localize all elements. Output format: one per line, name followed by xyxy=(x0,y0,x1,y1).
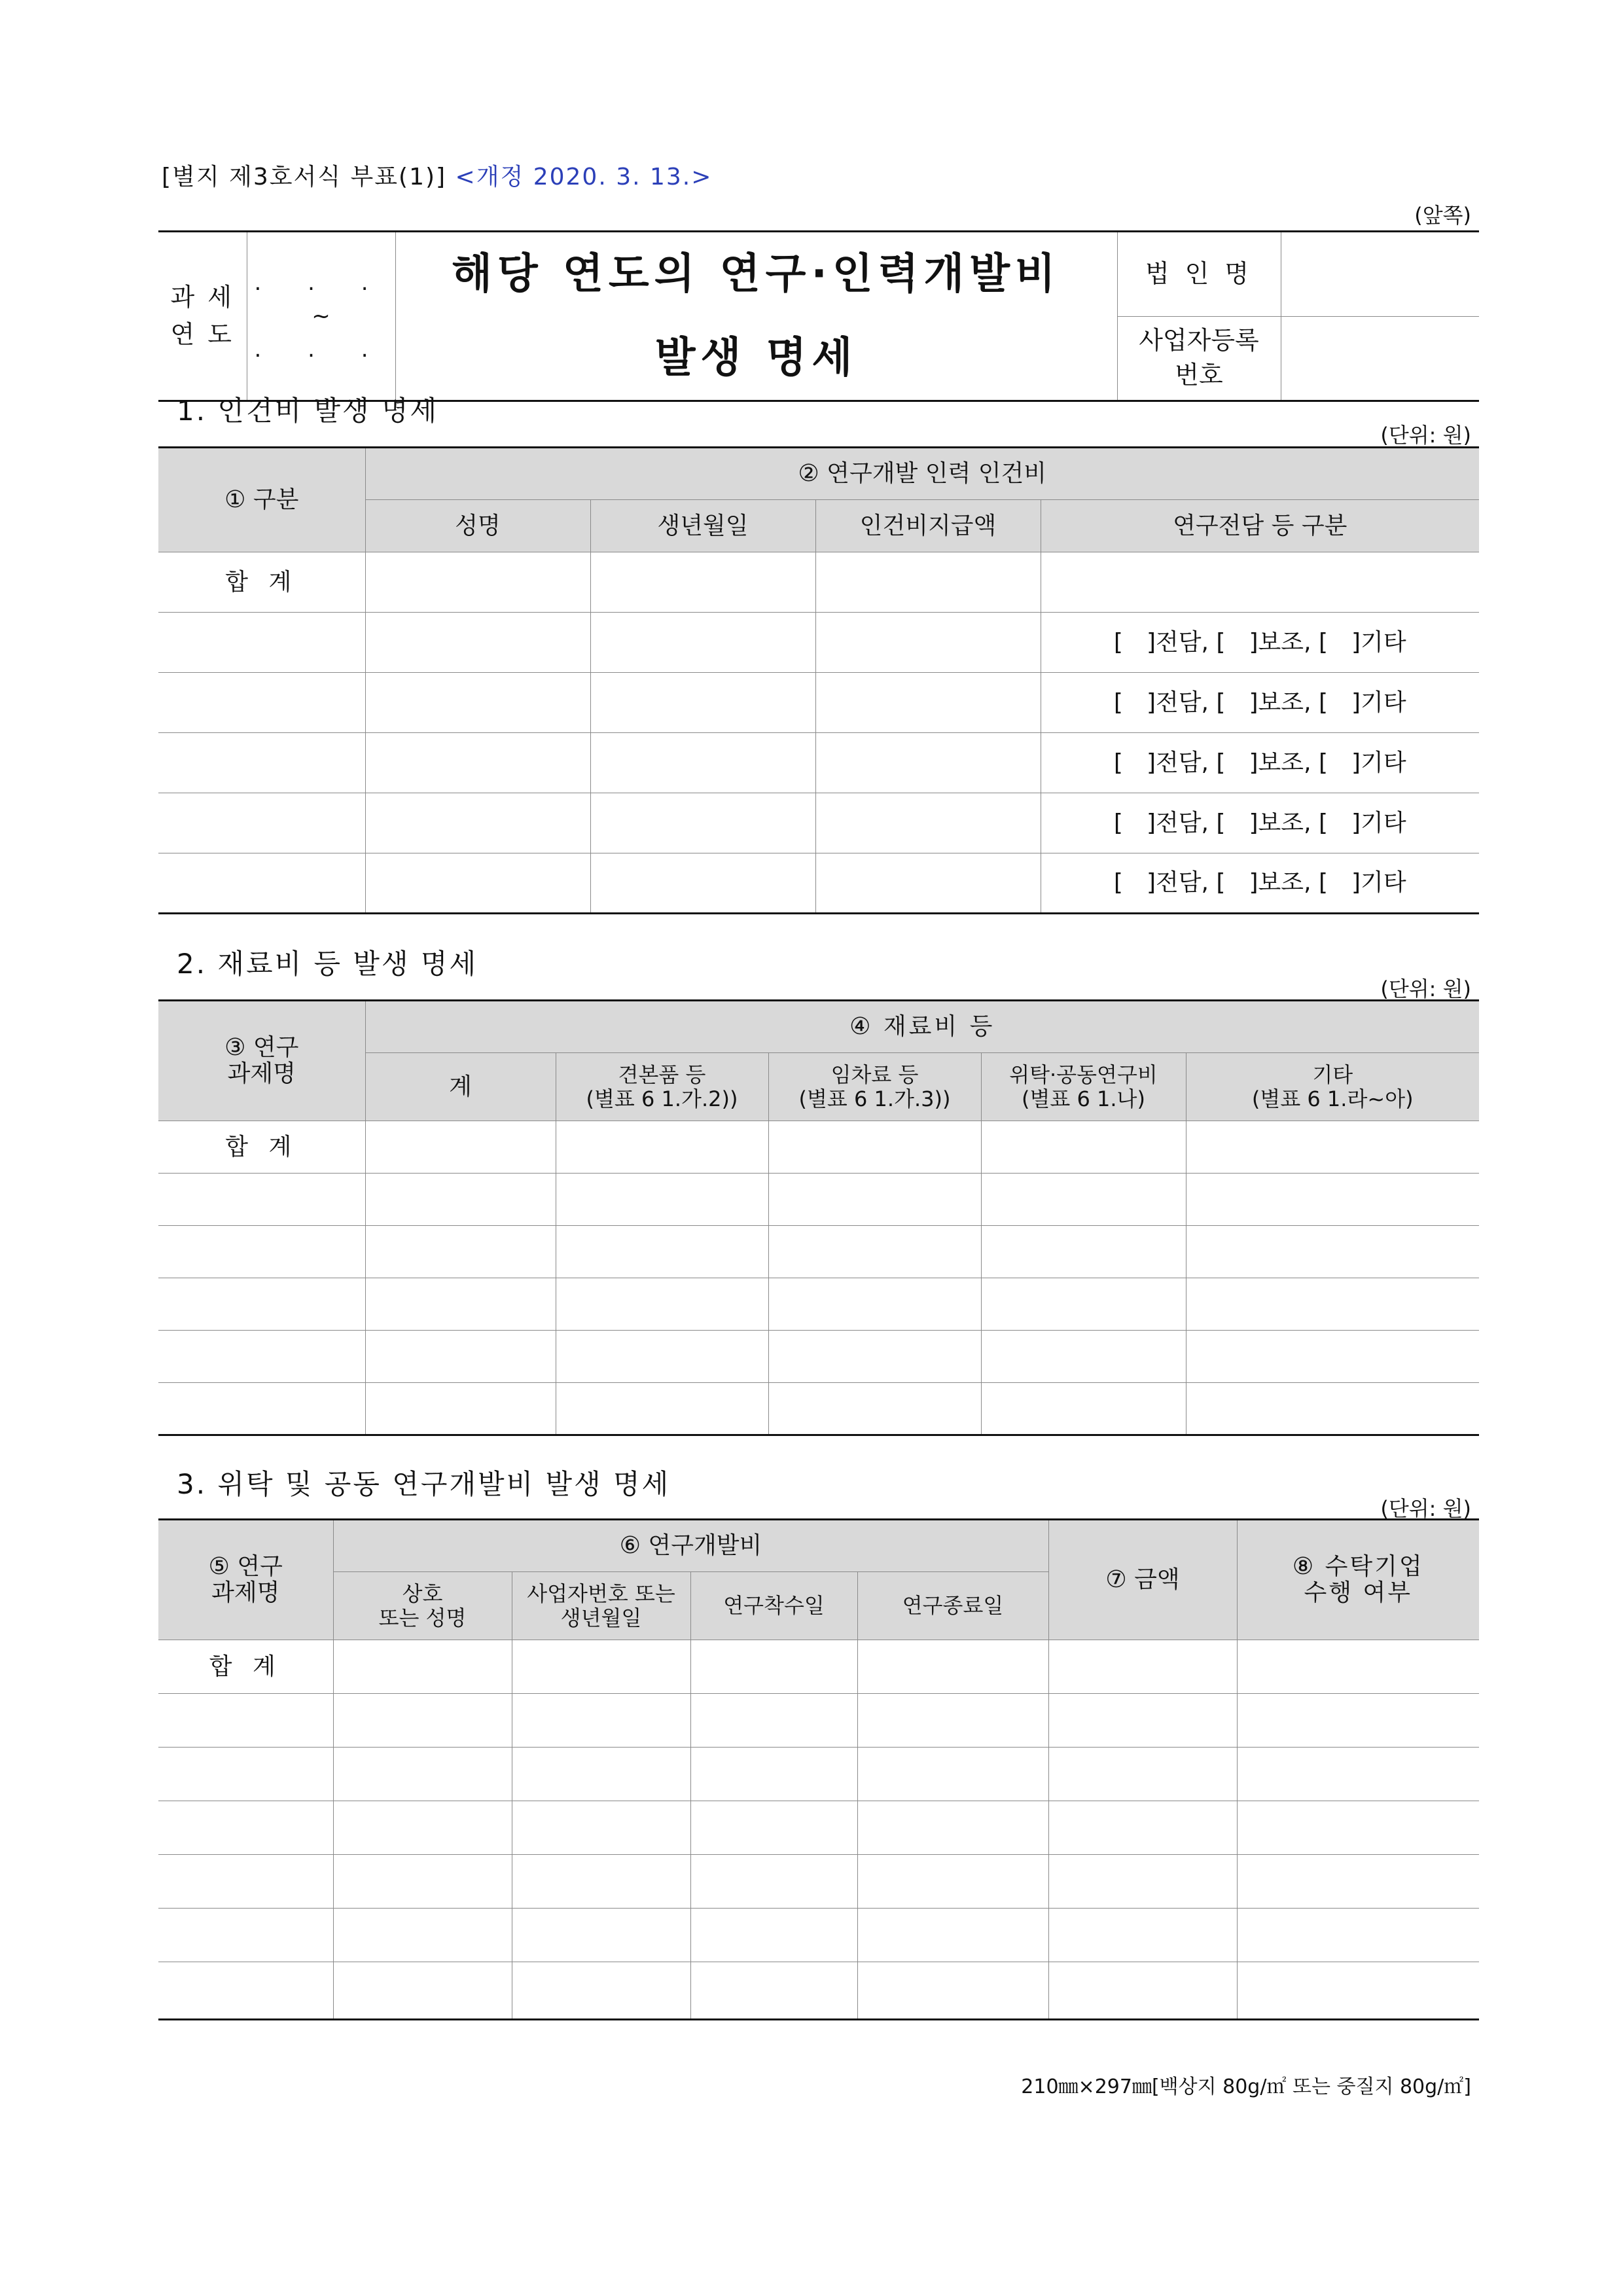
total-cell[interactable] xyxy=(333,1640,512,1694)
total-cell[interactable] xyxy=(981,1121,1186,1174)
material-group-header: ④ 재료비 등 xyxy=(365,1001,1479,1053)
table-cell[interactable] xyxy=(815,613,1041,673)
total-label: 합 계 xyxy=(158,1640,333,1694)
section2-title: 2. 재료비 등 발생 명세 xyxy=(177,948,478,980)
biz-no-label: 사업자등록 번호 xyxy=(1117,316,1281,401)
table-cell[interactable] xyxy=(1237,1694,1479,1748)
table-cell[interactable] xyxy=(768,1174,981,1226)
table-cell[interactable] xyxy=(333,1748,512,1801)
table-cell[interactable] xyxy=(690,1962,857,2020)
table-cell[interactable] xyxy=(857,1748,1048,1801)
performed-header: ⑧ 수탁기업 수행 여부 xyxy=(1237,1520,1479,1640)
table-cell[interactable] xyxy=(1186,1278,1479,1331)
corp-name-label: 법 인 명 xyxy=(1117,232,1281,317)
table-cell[interactable] xyxy=(1048,1855,1237,1909)
tilde: ~ xyxy=(312,302,330,329)
table-cell[interactable] xyxy=(857,1694,1048,1748)
total-cell[interactable] xyxy=(590,552,815,613)
start-date-dots: . . . xyxy=(254,269,388,296)
table-cell[interactable] xyxy=(556,1278,768,1331)
table-cell[interactable] xyxy=(857,1909,1048,1962)
research-type-checkbox-group[interactable]: [ ]전담, [ ]보조, [ ]기타 xyxy=(1041,673,1479,733)
total-label: 합 계 xyxy=(158,552,365,613)
table-cell[interactable] xyxy=(857,1962,1048,2020)
table-cell[interactable] xyxy=(981,1383,1186,1435)
table-cell[interactable] xyxy=(158,1226,365,1278)
total-cell[interactable] xyxy=(365,1121,556,1174)
total-cell[interactable] xyxy=(1048,1640,1237,1694)
total-cell[interactable] xyxy=(768,1121,981,1174)
table-cell[interactable] xyxy=(1186,1226,1479,1278)
table-cell[interactable] xyxy=(158,1331,365,1383)
table-cell[interactable] xyxy=(556,1226,768,1278)
main-title xyxy=(395,232,1117,401)
amount-header: ⑦ 금액 xyxy=(1048,1520,1237,1640)
corp-name-field[interactable] xyxy=(1281,232,1479,317)
table-cell[interactable] xyxy=(158,1962,333,2020)
table-cell[interactable] xyxy=(981,1331,1186,1383)
total-cell[interactable] xyxy=(857,1640,1048,1694)
form-number-header xyxy=(162,158,712,192)
paper-spec: 210㎜×297㎜[백상지 80g/㎡ 또는 중질지 80g/㎡] xyxy=(1021,2075,1471,2098)
table-cell[interactable] xyxy=(365,1331,556,1383)
table-cell[interactable] xyxy=(1048,1694,1237,1748)
table-cell[interactable] xyxy=(1186,1383,1479,1435)
research-type-checkbox-group[interactable]: [ ]전담, [ ]보조, [ ]기타 xyxy=(1041,613,1479,673)
col-commissioned: 위탁·공동연구비 (별표 6 1.나) xyxy=(981,1053,1186,1121)
table-cell[interactable] xyxy=(1237,1801,1479,1855)
table-cell[interactable] xyxy=(512,1855,690,1909)
table-cell[interactable] xyxy=(365,853,590,914)
table-cell[interactable] xyxy=(333,1694,512,1748)
col-birthdate: 생년월일 xyxy=(590,500,815,552)
table-cell[interactable] xyxy=(556,1331,768,1383)
section1-title: 1. 인건비 발생 명세 xyxy=(177,395,439,427)
project-name-header: ③ 연구 과제명 xyxy=(158,1001,365,1121)
col-start-date: 연구착수일 xyxy=(690,1572,857,1640)
project-name-header: ⑤ 연구 과제명 xyxy=(158,1520,333,1640)
table-cell[interactable] xyxy=(158,1174,365,1226)
table-cell[interactable] xyxy=(365,793,590,853)
table-cell[interactable] xyxy=(158,1278,365,1331)
table-cell[interactable] xyxy=(590,853,815,914)
table-cell[interactable] xyxy=(768,1331,981,1383)
total-cell[interactable] xyxy=(365,552,590,613)
table-cell[interactable] xyxy=(512,1694,690,1748)
title-line-1: 해당 연도의 연구·인력개발비 xyxy=(452,250,1061,298)
table-cell[interactable] xyxy=(1186,1331,1479,1383)
labor-group-header: ② 연구개발 인력 인건비 xyxy=(365,448,1479,500)
table-cell[interactable] xyxy=(1237,1909,1479,1962)
form-number: [별지 제3호서식 부표(1)] xyxy=(162,164,447,190)
table-cell[interactable] xyxy=(1048,1909,1237,1962)
table-cell[interactable] xyxy=(857,1801,1048,1855)
table-cell[interactable] xyxy=(590,793,815,853)
table-cell[interactable] xyxy=(590,673,815,733)
table-cell[interactable] xyxy=(690,1855,857,1909)
total-cell[interactable] xyxy=(512,1640,690,1694)
table-cell[interactable] xyxy=(815,853,1041,914)
research-type-checkbox-group[interactable]: [ ]전담, [ ]보조, [ ]기타 xyxy=(1041,793,1479,853)
table-cell[interactable] xyxy=(768,1278,981,1331)
table-cell[interactable] xyxy=(512,1748,690,1801)
table-cell[interactable] xyxy=(590,613,815,673)
total-cell[interactable] xyxy=(1186,1121,1479,1174)
table-cell[interactable] xyxy=(512,1801,690,1855)
tax-year-label: 과 세 연 도 xyxy=(158,232,247,401)
table-cell[interactable] xyxy=(158,1909,333,1962)
research-type-checkbox-group[interactable]: [ ]전담, [ ]보조, [ ]기타 xyxy=(1041,733,1479,793)
col-company-name: 상호 또는 성명 xyxy=(333,1572,512,1640)
table-cell[interactable] xyxy=(556,1383,768,1435)
col-research-type: 연구전담 등 구분 xyxy=(1041,500,1479,552)
table-cell[interactable] xyxy=(365,1278,556,1331)
table-cell[interactable] xyxy=(1186,1174,1479,1226)
total-cell[interactable] xyxy=(690,1640,857,1694)
col-labor-pay: 인건비지급액 xyxy=(815,500,1041,552)
table-cell[interactable] xyxy=(981,1278,1186,1331)
table-cell[interactable] xyxy=(365,1383,556,1435)
table-cell[interactable] xyxy=(158,1855,333,1909)
table-cell[interactable] xyxy=(158,1383,365,1435)
division-header: ① 구분 xyxy=(158,448,365,552)
table-cell[interactable] xyxy=(556,1174,768,1226)
col-biz-no-birth: 사업자번호 또는 생년월일 xyxy=(512,1572,690,1640)
section3-title: 3. 위탁 및 공동 연구개발비 발생 명세 xyxy=(177,1468,671,1500)
table-cell[interactable] xyxy=(158,733,365,793)
table-cell[interactable] xyxy=(365,1174,556,1226)
commissioned-research-table xyxy=(158,1518,1479,2020)
table-cell[interactable] xyxy=(981,1174,1186,1226)
section1-unit: (단위: 원) xyxy=(1380,423,1471,448)
page-side-label: (앞쪽) xyxy=(1414,203,1471,228)
table-cell[interactable] xyxy=(158,1694,333,1748)
section3-unit: (단위: 원) xyxy=(1380,1496,1471,1521)
total-cell[interactable] xyxy=(1041,552,1479,613)
col-rental: 임차료 등 (별표 6 1.가.3)) xyxy=(768,1053,981,1121)
col-end-date: 연구종료일 xyxy=(857,1572,1048,1640)
col-total: 계 xyxy=(365,1053,556,1121)
table-cell[interactable] xyxy=(1237,1962,1479,2020)
table-cell[interactable] xyxy=(158,673,365,733)
table-cell[interactable] xyxy=(365,673,590,733)
section2-unit: (단위: 원) xyxy=(1380,977,1471,1001)
table-cell[interactable] xyxy=(1048,1801,1237,1855)
table-cell[interactable] xyxy=(815,673,1041,733)
revision-date: <개정 2020. 3. 13.> xyxy=(455,164,713,190)
table-cell[interactable] xyxy=(690,1694,857,1748)
table-cell[interactable] xyxy=(1048,1748,1237,1801)
table-cell[interactable] xyxy=(512,1962,690,2020)
end-date-dots: . . . xyxy=(254,336,388,363)
table-cell[interactable] xyxy=(158,793,365,853)
col-samples: 견본품 등 (별표 6 1.가.2)) xyxy=(556,1053,768,1121)
table-cell[interactable] xyxy=(158,853,365,914)
table-cell[interactable] xyxy=(158,613,365,673)
labor-cost-table xyxy=(158,446,1479,914)
table-cell[interactable] xyxy=(690,1801,857,1855)
total-label: 합 계 xyxy=(158,1121,365,1174)
research-type-checkbox-group[interactable]: [ ]전담, [ ]보조, [ ]기타 xyxy=(1041,853,1479,914)
col-other: 기타 (별표 6 1.라~아) xyxy=(1186,1053,1479,1121)
table-cell[interactable] xyxy=(365,733,590,793)
table-cell[interactable] xyxy=(158,1748,333,1801)
table-cell[interactable] xyxy=(690,1748,857,1801)
table-cell[interactable] xyxy=(590,733,815,793)
table-cell[interactable] xyxy=(333,1855,512,1909)
table-cell[interactable] xyxy=(333,1801,512,1855)
col-name: 성명 xyxy=(365,500,590,552)
table-cell[interactable] xyxy=(365,1226,556,1278)
title-line-2: 발생 명세 xyxy=(654,334,858,382)
table-cell[interactable] xyxy=(333,1909,512,1962)
tax-year-period[interactable] xyxy=(247,232,395,401)
table-cell[interactable] xyxy=(1237,1855,1479,1909)
table-cell[interactable] xyxy=(815,733,1041,793)
material-cost-table xyxy=(158,999,1479,1436)
table-cell[interactable] xyxy=(981,1226,1186,1278)
table-cell[interactable] xyxy=(768,1226,981,1278)
table-cell[interactable] xyxy=(158,1801,333,1855)
total-cell[interactable] xyxy=(815,552,1041,613)
table-cell[interactable] xyxy=(690,1909,857,1962)
rnd-group-header: ⑥ 연구개발비 xyxy=(333,1520,1048,1572)
table-cell[interactable] xyxy=(815,793,1041,853)
total-cell[interactable] xyxy=(556,1121,768,1174)
table-cell[interactable] xyxy=(1237,1748,1479,1801)
biz-no-field[interactable] xyxy=(1281,316,1479,401)
table-cell[interactable] xyxy=(768,1383,981,1435)
table-cell[interactable] xyxy=(1048,1962,1237,2020)
table-cell[interactable] xyxy=(333,1962,512,2020)
title-block xyxy=(158,230,1479,402)
table-cell[interactable] xyxy=(365,613,590,673)
table-cell[interactable] xyxy=(512,1909,690,1962)
table-cell[interactable] xyxy=(857,1855,1048,1909)
total-cell[interactable] xyxy=(1237,1640,1479,1694)
